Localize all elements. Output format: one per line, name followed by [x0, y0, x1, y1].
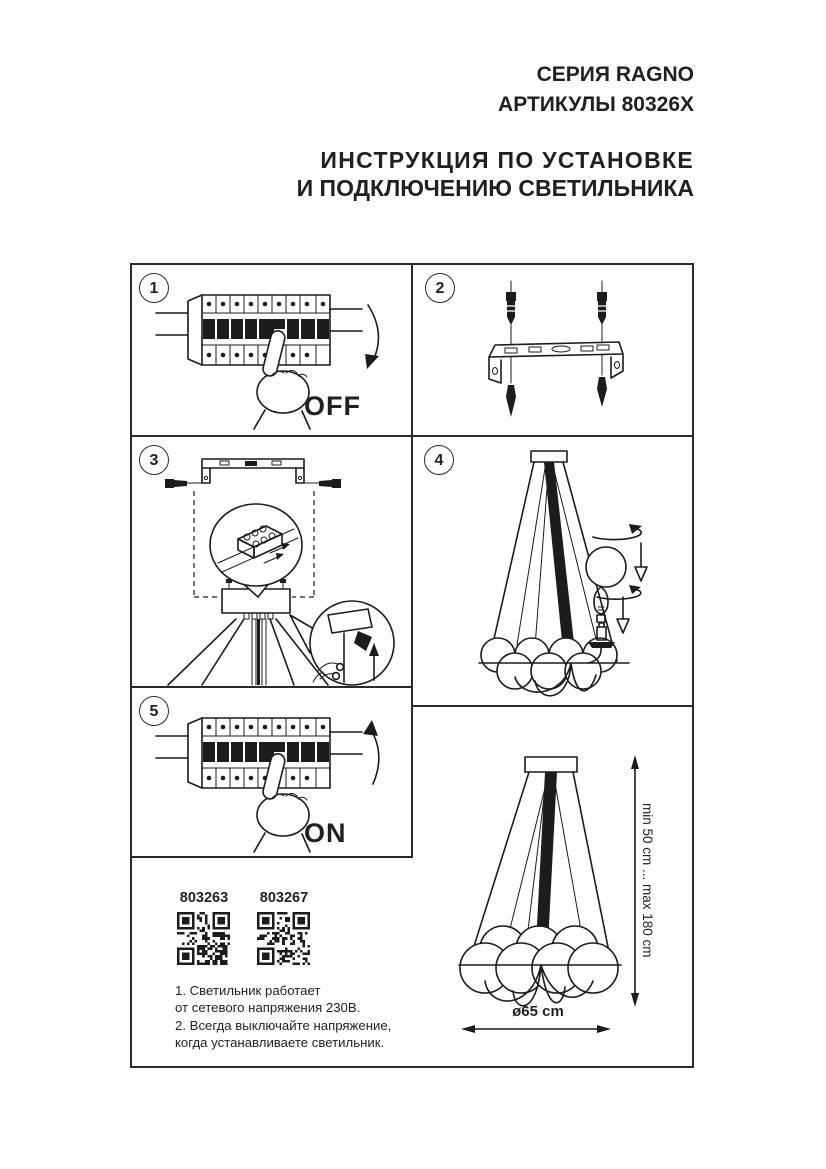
mounting-bracket-illustration: [413, 265, 694, 435]
step-4-panel: [413, 437, 694, 705]
arrow-down-icon: [635, 543, 647, 581]
glass-sphere-icon: [586, 547, 626, 587]
canopy-assembly-illustration: [132, 437, 411, 686]
page-title-line2: И ПОДКЛЮЧЕНИЮ СВЕТИЛЬНИКА: [296, 175, 694, 201]
page-title: [297, 146, 694, 202]
diameter-dimension-line: [461, 1025, 611, 1033]
on-label: ON: [304, 818, 347, 848]
step-5-badge: 5: [139, 696, 169, 726]
pointing-hand-icon: [254, 329, 310, 429]
chandelier-drawing: [459, 757, 621, 1006]
arrow-down-curved-icon: [365, 305, 379, 369]
step-1-badge: 1: [139, 273, 169, 303]
step-1-panel: [132, 265, 411, 435]
arrow-down-icon: [617, 597, 629, 633]
diameter-label: ø65 cm: [512, 1003, 564, 1020]
chandelier-install-illustration: [413, 437, 694, 705]
note-line: от сетевого напряжения 230В.: [175, 1000, 361, 1015]
screw-icon: [597, 281, 607, 375]
step-2-panel: [413, 265, 694, 435]
step-3-badge: 3: [139, 445, 169, 475]
terminal-block-magnifier: [210, 504, 302, 597]
height-dimension-line: [631, 755, 639, 1007]
screw-icon: [165, 479, 341, 488]
height-range-label: min 50 cm ... max 180 cm: [640, 803, 655, 958]
step-3-panel: [132, 437, 411, 686]
arrow-up-curved-icon: [363, 720, 379, 784]
qr-code: [257, 912, 310, 965]
screw-icon: [506, 281, 516, 383]
breaker-off-illustration: [132, 265, 411, 435]
off-label: OFF: [304, 391, 361, 421]
cord-adjuster-magnifier: [290, 601, 394, 685]
note-line: 2. Всегда выключайте напряжение,: [175, 1018, 392, 1033]
page-title-line1: ИНСТРУКЦИЯ ПО УСТАНОВКЕ: [320, 147, 694, 173]
bracket-icon: [202, 459, 304, 483]
articles-title: АРТИКУЛЫ 80326X: [498, 93, 694, 116]
header-series-block: [498, 60, 694, 120]
rotate-arrow-icon: [593, 524, 642, 540]
bracket-icon: [489, 342, 623, 383]
qr-code: [177, 912, 230, 965]
breaker-on-illustration: [132, 688, 411, 856]
product-code-803267: 803267: [259, 890, 309, 906]
note-line: 1. Светильник работает: [175, 983, 321, 998]
step-2-badge: 2: [425, 273, 455, 303]
series-title: СЕРИЯ RAGNO: [536, 63, 694, 86]
qr-and-notes-area: [132, 858, 411, 1066]
step-4-badge: 4: [424, 445, 454, 475]
pointing-hand-icon: [254, 752, 310, 852]
dimensions-panel: [413, 707, 694, 1066]
note-line: когда устанавливаете светильник.: [175, 1035, 385, 1050]
step-5-panel: [132, 688, 411, 856]
wall-anchor-icon: [506, 377, 607, 417]
product-code-803263: 803263: [179, 890, 229, 906]
